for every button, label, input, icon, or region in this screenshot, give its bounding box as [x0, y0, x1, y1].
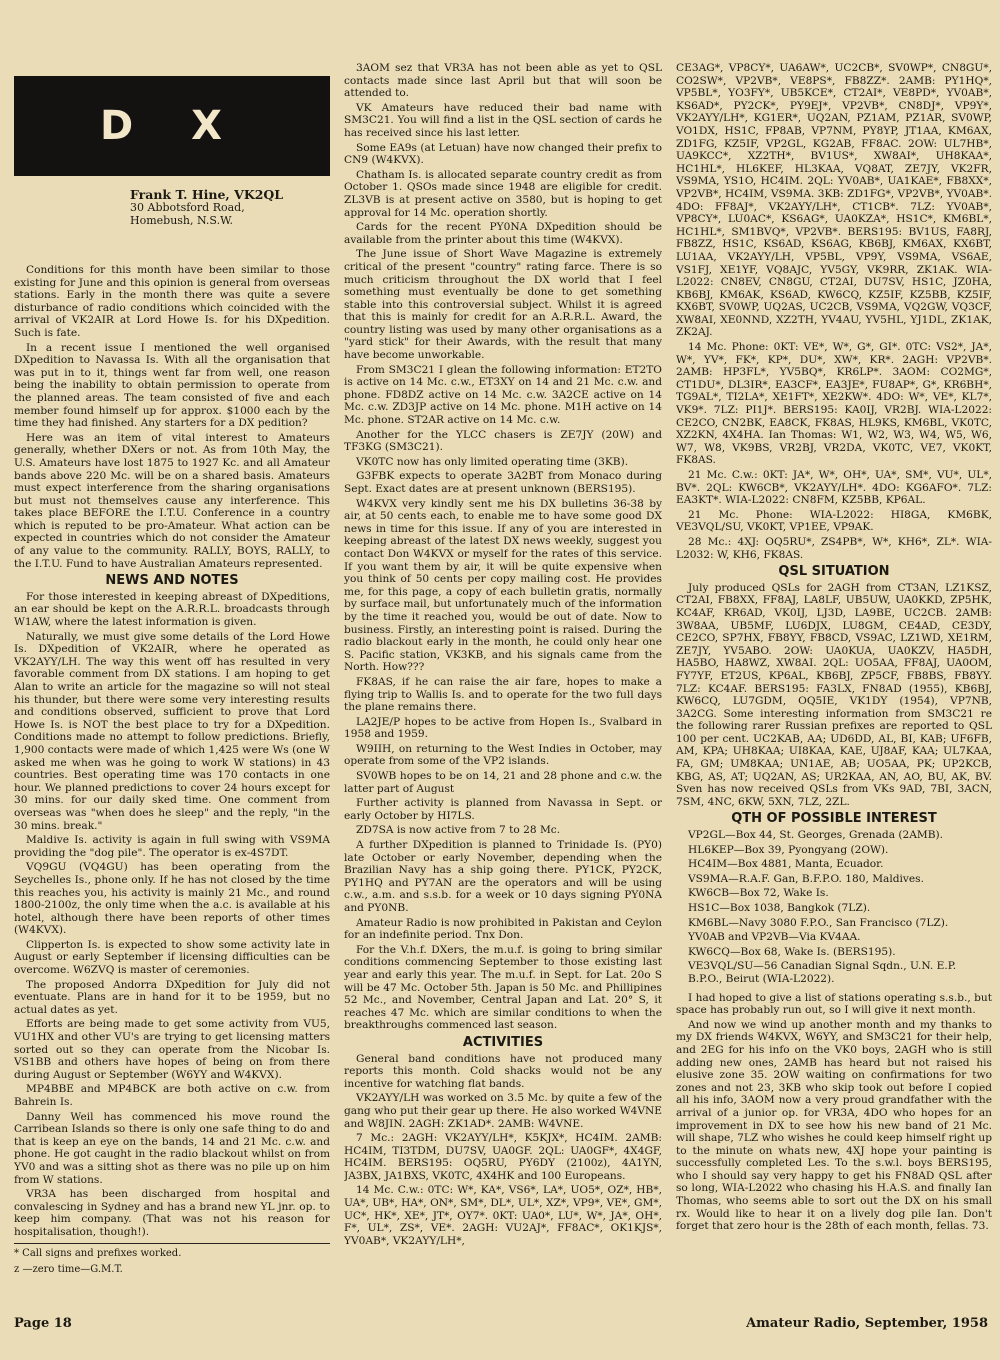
news-paragraph: Clipperton Is. is expected to show some activity late in August or early September if licensing difficulties can be overcome. W6ZVQ is master of ceremonies.: [14, 938, 330, 977]
news-paragraph: Another for the YLCC chasers is ZE7JY (20W) and TF3KG (SM3C21).: [344, 428, 662, 454]
news-paragraph: A further DXpedition is planned to Trinidade Is. (PY0) late October or early November, depending when the Brazilian Navy has a ship going there. PY1CK, PY2CK, PY1HQ and PY7AN are the operators and will be using c.w., a.m. and s.s.b. for a week or 10 days signing PY0NA and PY0NB.: [344, 839, 662, 914]
news-paragraph: Some EA9s (at Letuan) have now changed their prefix to CN9 (W4KVX).: [344, 141, 662, 167]
news-paragraph: VK Amateurs have reduced their bad name with SM3C21. You will find a list in the QSL section of cards he has received since his last letter.: [344, 101, 662, 139]
qth-item: HS1C—Box 1038, Bangkok (7LZ).: [688, 902, 871, 914]
qth-item: HC4IM—Box 4881, Manta, Ecuador.: [688, 858, 884, 871]
news-paragraph: The June issue of Short Wave Magazine is extremely critical of the present "country" rating farce. There is so much criticism throughout the DX world that I feel something must eventually be done to get something stable into this controversial subject. Whilst it is agreed that this is mainly for credit for an A.R.R.L. Award, the country listing was used by many other organisations as a "yard stick" for their Awards, with the result that many have become unworkable.: [344, 248, 662, 362]
news-paragraph: 3AOM sez that VR3A has not been able as yet to QSL contacts made since last April but that will soon be attended to.: [344, 62, 662, 100]
closing-paragraph: I had hoped to give a list of stations operating s.s.b., but space has probably run out, so I will give it next month.: [676, 991, 992, 1017]
news-paragraph: FK8AS, if he can raise the air fare, hopes to make a flying trip to Wallis Is. and to operate for the two full days the plane remains there.: [344, 675, 662, 714]
news-paragraph: W4KVX very kindly sent me his DX bulletins 36-38 by air, at 50 cents each, to enable me to have some good DX news in time for this issue. If any of you are interested in keeping abreast of the latest DX news weekly, suggest you contact Don W4KVX or myself for the rates of this service. If you want them by air, it will be quite expensive when you think of 50 cents per copy mailing cost. He provides me, for this page, a copy of each bulletin gratis, normally by surface mail, but unfortunately much of the information by the time it reached you, would be out of date. Now to business. Firstly, an interesting point is raised. During the radio blackout early in the month, he could only hear one S. Pacific station, VK3KB, and his signals came from the North. How???: [344, 497, 662, 674]
footnote: * Call signs and prefixes worked.: [14, 1247, 182, 1259]
footnote: z —zero time—G.M.T.: [14, 1263, 123, 1275]
activities-paragraph: VK2AYY/LH was worked on 3.5 Mc. by quite a few of the gang who put their gear up there. He also worked W4VNE and W8JIN. 2AGH: ZK1AD*. 2AMB: W4VNE.: [344, 1092, 662, 1130]
author-address-line1: 30 Abbotsford Road,: [130, 201, 245, 214]
qth-item: VS9MA—R.A.F. Gan, B.F.P.O. 180, Maldives.: [688, 872, 924, 885]
activities-heading: ACTIVITIES: [462, 1034, 544, 1050]
news-paragraph: Chatham Is. is allocated separate country credit as from October 1. QSOs made since 1948 are eligible for credit. ZL3VB is at present active on 3580, but is hoping to get approval for 14 Mc. operation shortly.: [344, 168, 662, 219]
section-title: D X: [14, 76, 330, 176]
news-paragraph: MP4BBE and MP4BCK are both active on c.w. from Bahrein Is.: [14, 1083, 330, 1108]
qsl-paragraph: July produced QSLs for 2AGH from CT3AN, LZ1KSZ, CT2AI, FB8XX, FF8AJ, LA8LF, UB5UW, UA0KKD, ZP5HK, KC4AF, KR6AD, VK0IJ, LJ3D, LA9BE, UC2CB. 2AMB: 3W8AA, UB5MF, LU6DJX, LU8GM, CE4AD, CE3DY, CE2CO, SP7HX, FB8YY, FB8CD, VS9AC, LZ1WD, XE1RM, ZE7JY, YV5ABO. 2OW: UA0KUA, UA0KZV, HA5DH, HA5BO, HA8WZ, XW8AI. 2QL: UO5AA, FF8AJ, UA0OM, FY7YF, ET2US, KP6AL, KB6BJ, ZP5CF, FB8BS, FB8YY. 7LZ: KC4AF. BERS195: FA3LX, FN8AD (1955), KB6BJ, KW6CQ, LU7GDM, OQ5IE, VK1DY (1954), VP7NB, 3A2CG. Some interesting information from SM3C21 re the following rarer Russian prefixes are reported to QSL 100 per cent. UC2KAB, AA; UD6DD, AL, BI, KAB; UF6FB, AM, KPA; UH8KAA; UI8KAA, KAE, UJ8AF, KAA; UL7KAA, FA, GM; UM8KAA; UN1AE, AB; UO5AA, PK; UP2KCB, KBG, AS, AT; UQ2AN, AS; UR2KAA, AN, AO, BU, AK, BV. Sven has now received QSLs from VKs 9AD, 7BI, 3ACN, 7SM, 4NC, 6KW, 5XN, 7LZ, 2ZL.: [676, 581, 992, 808]
news-paragraph: G3FBK expects to operate 3A2BT from Monaco during Sept. Exact dates are at present unknown (BERS195).: [344, 470, 662, 495]
qth-item: HL6KEP—Box 39, Pyongyang (2OW).: [688, 843, 889, 856]
column-2: [344, 62, 662, 1302]
activities-paragraph: 14 Mc. Phone: 0KT: VE*, W*, G*, GI*. 0TC: VS2*, JA*, W*, YV*, FK*, KP*, DU*, XW*, KR*. 2AGH: VP2VB*. 2AMB: HP3FL*, YV5BQ*, KR6LP*. 3AOM: CO2MG*, CT1DU*, DL3IR*, EA3CF*, EA3JE*, FU8AP*, G*, KR6BH*, TG9AL*, TI2LA*, XE1FT*, XE2KW*. 4DO: W*, VE*, KL7*, VK9*. 7LZ: PI1J*. BERS195: KA0IJ, VR2BJ. WIA-L2022: CE2CO, CN2BK, EA8CK, FK8AS, HL9KS, KM6BL, VK0TC, XZ2KN, 4X4HA. Ian Thomas: W1, W2, W3, W4, W5, W6, W7, W8, VK9BS, VR2BJ, VR2DA, VK0TC, VE7, VK0KT, FK8AS.: [676, 341, 992, 467]
qth-item: KM6BL—Navy 3080 F.P.O., San Francisco (7LZ).: [688, 916, 949, 929]
qth-item: KW6CQ—Box 68, Wake Is. (BERS195).: [688, 945, 896, 958]
author-address-line2: Homebush, N.S.W.: [130, 214, 233, 227]
qsl-heading: QSL SITUATION: [778, 564, 890, 580]
news-paragraph: VQ9GU (VQ4GU) has been operating from the Seychelles Is., phone only. If he has not closed by the time this reaches you, his activity is mainly 21 Mc., and round 1800-2100z, the only time when the a.c. is available at his hotel, although there have been reports of other times (W4KVX).: [14, 861, 330, 937]
qth-heading: QTH OF POSSIBLE INTEREST: [731, 811, 937, 827]
activities-paragraph: 28 Mc.: 4XJ: OQ5RU*, ZS4PB*, W*, KH6*, ZL*. WIA-L2032: W, KH6, FK8AS.: [676, 535, 992, 561]
news-heading: NEWS AND NOTES: [105, 573, 239, 589]
news-paragraph: The proposed Andorra DXpedition for July did not eventuate. Plans are in hand for it to be 1959, but no actual dates as yet.: [14, 978, 330, 1016]
qth-item: YV0AB and VP2VB—Via KV4AA.: [688, 931, 861, 944]
news-paragraph: ZD7SA is now active from 7 to 28 Mc.: [356, 824, 561, 837]
closing-paragraph: And now we wind up another month and my thanks to my DX friends W4KVX, W6YY, and SM3C21 for their help, and 2EG for his info on the VK0 boys, 2AGH who is still adding new ones, 2AMB has heard but not raised his elusive zone 35. 2OW waiting on confirmations for two zones and not 23, 3KB who skip took out before I copied all his info, 3AOM now a very proud grandfather with the arrival of a junior op. for VR3A, 4DO who hopes for an improvement in DX to see how his new band of 21 Mc. will shape, 7LZ who wishes he could keep himself right up to the minute on whats new, 4XJ hope your painting is successfully completed Les. To the s.w.l. boys BERS195, who I should say very happy to get his FN8AD QSL after so long, WIA-L2022 who chasing his H.A.S. and finally Ian Thomas, who seems able to sort out the DX on his small rx. Would like to hear it on a lively dog pile Ian. Don't forget that zero hour is the 28th of each month, fellas. 73.: [676, 1018, 992, 1233]
news-paragraph: Cards for the recent PY0NA DXpedition should be available from the printer about this time (W4KVX).: [344, 221, 662, 246]
news-paragraph: Naturally, we must give some details of the Lord Howe Is. DXpedition of VK2AIR, where he operated as VK2AYY/LH. The way this went off has resulted in very favorable comment from DX stations. I am hoping to get Alan to write an article for the magazine so will not steal his thunder, but there were some very interesting results and conditions observed, sufficient to prove that Lord Howe Is. is NOT the best place to try for a DXpedition. Conditions made no attempt to follow predictions. Briefly, 1,900 contacts were made of which 1,425 were Ws (one W asked me when was he going to work W stations) in 43 countries. Best operating time was 170 contacts in one hour. We planned predictions to cover 24 hours except for 30 mins. for our daily sked time. One comment from overseas was "when does he sleep" and the reply, "in the 30 mins. break.": [14, 630, 330, 832]
qth-item: VP2GL—Box 44, St. Georges, Grenada (2AMB).: [688, 829, 944, 842]
intro-paragraph: Here was an item of vital interest to Amateurs generally, whether DXers or not. As from 10th May, the U.S. Amateurs have lost 1875 to 1927 Kc. and all Amateur bands above 220 Mc. will be on a shared basis. Amateurs must expect interference from the sharing organisations but must not themselves cause any interference. This takes place BEFORE the I.T.U. Conference in a country which is reputed to be pro-Amateur. What action can be expected in countries which do not consider the Amateur of any value to the community. RALLY, BOYS, RALLY, to the I.T.U. Fund to have Australian Amateurs represented.: [14, 431, 330, 570]
activities-paragraph: 21 Mc. Phone: WIA-L2022: HI8GA, KM6BK, VE3VQL/SU, VK0KT, VP1EE, VP9AK.: [676, 508, 992, 534]
news-paragraph: Further activity is planned from Navassa in Sept. or early October by HI7LS.: [344, 797, 662, 822]
qth-item: VE3VQL/SU—56 Canadian Signal Sqdn., U.N. E.P. B.P.O., Beirut (WIA-L2022).: [688, 960, 957, 985]
activities-paragraph: 14 Mc. C.w.: 0TC: W*, KA*, VS6*, LA*, UO5*, OZ*, HB*, UA*, UB*, HA*, ON*, SM*, DL*, UL*, XZ*, VP9*, VE*, GM*, UC*, HK*, XE*, JT*, OY7*. 0KT: UA0*, LU*, W*, JA*, OH*, F*, UL*, ZS*, VE*. 2AGH: VU2AJ*, FF8AC*, OK1KJS*, YV0AB*, VK2AYY/LH*,: [344, 1184, 662, 1247]
news-paragraph: For those interested in keeping abreast of DXpeditions, an ear should be kept on the A.R.R.L. broadcasts through W1AW, where the latest information is given.: [14, 590, 330, 629]
news-paragraph: Danny Weil has commenced his move round the Carribean Islands so there is only one safe thing to do and that is keep an eye on the bands, 14 and 21 Mc. c.w. and phone. He got caught in the radio blackout whilst on from YV0 and was a sitting shot as there was no pile up on him from W stations.: [14, 1110, 330, 1186]
intro-paragraph: Conditions for this month have been similar to those existing for June and this opinion is general from overseas stations. Early in the month there was quite a severe disturbance of radio conditions which coincided with the arrival of VK2AIR at Lord Howe Is. for his DXpedition. Such is fate.: [14, 264, 330, 339]
activities-paragraph: CE3AG*, VP8CY*, UA6AW*, UC2CB*, SV0WP*, CN8GU*, CO2SW*, VP2VB*, VE8PS*, FB8ZZ*. 2AMB: PY1HQ*, VP5BL*, YO3FY*, UB5KCE*, CT2AI*, VE8PD*, YV0AB*, KS6AD*, PY2CK*, PY9EJ*, VP2VB*, CN8DJ*, VP9Y*, VK2AYY/LH*, KG1ER*, UQ2AN, PZ1AM, PZ1AR, SV0WP, VO1DX, HS1C, FP8AB, VP7NM, PY8YP, JT1AA, KM6AX, ZD1FG, KZ5IF, VP2GL, KG2AB, FF8AC. 2OW: UL7HB*, UA9KCC*, XZ2TH*, BV1US*, XW8AI*, UH8KAA*, HC1HL*, HL6KEF, HL3KAA, VQ8AT, ZE7JY, VK2FR, VS9MA, YS1O, HC4IM. 2QL: YV0AB*, UA1KAE*, FB8XX*, VP2VB*, HC4IM, VS9MA. 3KB: ZD1FG*, VP2VB*, YV0AB*. 4DO: FF8AJ*, VK2AYY/LH*, CT1CB*. 7LZ: YV0AB*, VP8CY*, LU0AC*, KS6AG*, UA0KZA*, HS1C*, KM6BL*, HC1HL*, SM1BVQ*, VP2VB*. BERS195: BV1US, FA8RJ, FB8ZZ, HS1C, KS6AD, KS6AG, KB6BJ, KM6AX, KX6BT, LU1AA, VK2AYY/LH, VP5BL, VP9Y, VS9MA, VS6AE, VS1FJ, XE1YF, VQ8AJC, YV5GY, VK9RR, ZK1AK. WIA-L2022: CN8EV, CN8GU, CT2AI, DU7SV, HS1C, JZ0HA, KB6BJ, KM6AK, KS6AD, KW6CQ, KZ5IF, KZ5BB, KZ5IF, KX6BT, SV0WP, UQ2AS, UC2CB, VS9MA, VQ2GW, VQ3CF, XW8AI, XE0NND, XZ2TH, YV4AU, YV5HL, YJ1DL, ZK1AK, ZK2AJ.: [676, 62, 992, 339]
byline: [130, 188, 330, 227]
activities-paragraph: General band conditions have not produced many reports this month. Cold shacks would not be any incentive for watching flat bands.: [344, 1052, 662, 1090]
qth-item: KW6CB—Box 72, Wake Is.: [688, 887, 829, 900]
news-paragraph: From SM3C21 I glean the following information: ET2TO is active on 14 Mc. c.w., ET3XY on 14 and 21 Mc. c.w. and phone. FD8DZ active on 14 Mc. c.w. 3A2CE active on 14 Mc. c.w. ZD3JP active on 14 Mc. phone. M1H active on 14 Mc. phone. ST2AR active on 14 Mc. c.w.: [344, 363, 662, 427]
news-paragraph: LA2JE/P hopes to be active from Hopen Is., Svalbard in 1958 and 1959.: [344, 715, 662, 741]
news-paragraph: VR3A has been discharged from hospital and convalescing in Sydney and has a brand new YL jnr. op. to keep him company. (That was not his reason for hospitalisation, though!).: [14, 1188, 330, 1238]
intro-paragraph: In a recent issue I mentioned the well organised DXpedition to Navassa Is. With all the organisation that was put in to it, things went far from well, one reason being the inability to obtain permission to operate from the planned areas. The team consisted of five and each member found himself up for approx. $1000 each by the time they had finished. Any starters for a DX pedition?: [14, 341, 330, 430]
news-paragraph: W9IIH, on returning to the West Indies in October, may operate from some of the VP2 islands.: [344, 742, 662, 768]
column-3: [676, 62, 992, 1302]
activities-paragraph: 7 Mc.: 2AGH: VK2AYY/LH*, K5KJX*, HC4IM. 2AMB: HC4IM, TI3TDM, DU7SV, UA0GF. 2QL: UA0GF*, 4X4GF, HC4IM. BERS195: OQ5RU, PY6DY (2100z), 4A1YN, JA3BX, JA1BXS, VK0TC, 4X4HK and 100 Europeans.: [344, 1132, 662, 1182]
author-name: Frank T. Hine, VK2QL: [130, 187, 284, 202]
news-paragraph: Efforts are being made to get some activity from VU5, VU1HX and other VU's are trying to get licensing matters sorted out so they can operate from the Nicobar Is. VS1BB and others have hopes of being on from there during August or September (W6YY and W4KVX).: [14, 1018, 330, 1081]
news-paragraph: VK0TC now has only limited operating time (3KB).: [356, 455, 629, 468]
news-paragraph: SV0WB hopes to be on 14, 21 and 28 phone and c.w. the latter part of August: [344, 770, 662, 795]
news-paragraph: Amateur Radio is now prohibited in Pakistan and Ceylon for an indefinite period. Tnx Don.: [344, 916, 662, 942]
publication-title: Amateur Radio, September, 1958: [746, 1316, 988, 1331]
page-number: Page 18: [14, 1316, 72, 1331]
column-1: [14, 264, 330, 1304]
news-paragraph: Maldive Is. activity is again in full swing with VS9MA providing the "dog pile". The operator is ex-4S7DT.: [14, 834, 330, 859]
news-paragraph: For the V.h.f. DXers, the m.u.f. is going to bring similar conditions commencing September to those existing last year and early this year. The m.u.f. in Sept. for Lat. 20o S will be 47 Mc. October 5th. Japan is 50 Mc. and Phillipines 52 Mc., and November, Central Japan and Lat. 20° S, it reaches 47 Mc. which are similar conditions to when the breakthroughs commenced last season.: [344, 943, 662, 1032]
activities-paragraph: 21 Mc. C.w.: 0KT: JA*, W*, OH*, UA*, SM*, VU*, UL*, BV*. 2QL: KW6CB*, VK2AYY/LH*. 4DO: KG6AFO*. 7LZ: EA3KT*. WIA-L2022: CN8FM, KZ5BB, KP6AL.: [676, 469, 992, 507]
footnote-divider: [14, 1243, 330, 1244]
